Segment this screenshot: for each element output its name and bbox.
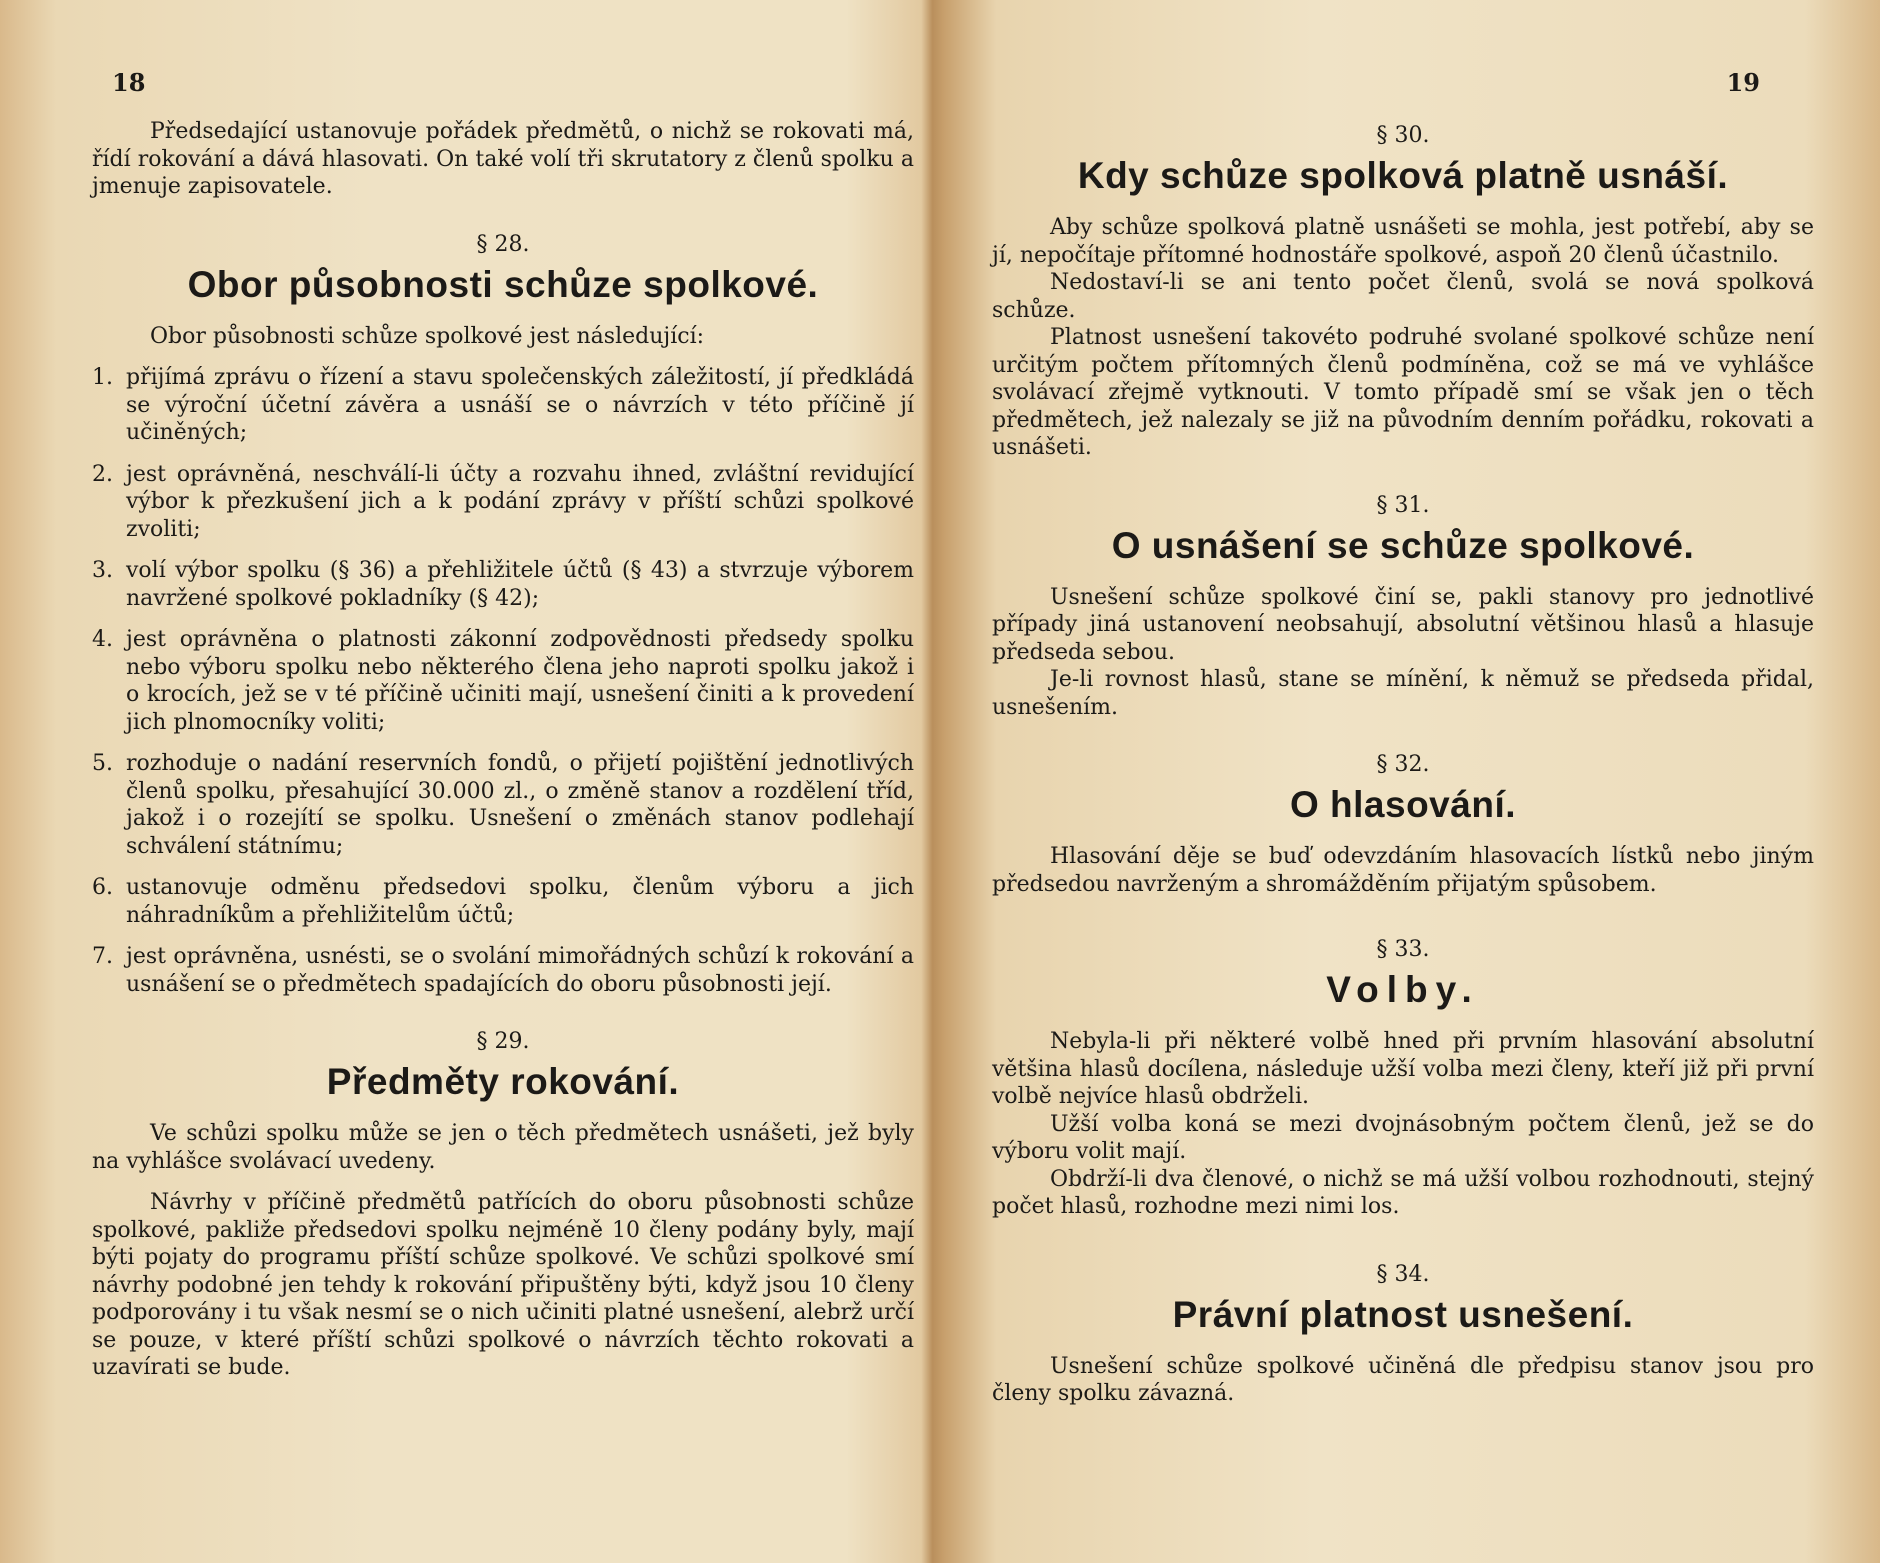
paragraph: Návrhy v příčině předmětů patřících do oboru působnosti schůze spolkové, pakliže předsedovi spolku nejméně 10 členy podány byly, mají býti pojaty do programu příští schůze spolkové. Ve schůzi spolkové smí návrhy podobné jen tehdy k rokování připuštěny býti, když jsou 10 členy podporovány i tu však nesmí se o nich učiniti platné usnešení, alebrž určí se pouze, v které příští schůzi spolkové o návrzích těchto rokovati a uzavírati se bude. <box>92 1190 914 1380</box>
paragraph: Obdrží-li dva členové, o nichž se má užší volbou rozhodnouti, stejný počet hlasů, rozhodne mezi nimi los. <box>992 1166 1814 1219</box>
left-page-content <box>92 118 914 1382</box>
paragraph: Je-li rovnost hlasů, stane se mínění, k němuž se předseda přidal, usnešením. <box>992 667 1814 720</box>
page-number: 19 <box>1726 68 1760 97</box>
paragraph: Nebyla-li při některé volbě hned při prvním hlasování absolutní většina hlasů docílena, následuje užší volba mezi členy, kteří již při první volbě nejvíce hlasů obdrželi. <box>992 1029 1814 1109</box>
section-number: § 29. <box>476 1029 530 1054</box>
item-text: ustanovuje odměnu předsedovi spolku, členům výboru a jich náhradníkům a přehližitelům účtů; <box>126 875 914 928</box>
paragraph: Užší volba koná se mezi dvojnásobným počtem členů, jež se do výboru volit mají. <box>992 1111 1814 1164</box>
section-number: § 30. <box>1376 123 1430 148</box>
right-page <box>940 0 1880 1563</box>
item-number: 4. <box>92 627 113 652</box>
intro-paragraph: Předsedající ustanovuje pořádek předmětů, o nichž se rokovati má, řídí rokování a dává hlasovati. On také volí tři skrutatory z členů spolku a jmenuje zapisovatele. <box>92 119 914 199</box>
section-title: O hlasování. <box>1289 784 1516 825</box>
section-number: § 31. <box>1376 492 1430 518</box>
item-number: 2. <box>92 461 113 487</box>
paragraph: Ve schůzi spolku může se jen o těch předmětech usnášeti, jež byly na vyhlášce svolávací uvedeny. <box>92 1121 914 1174</box>
paragraph: Aby schůze spolková platně usnášeti se mohla, jest potřebí, aby se jí, nepočítaje přítomné hodnostáře spolkové, aspoň 20 členů účastnilo. <box>992 215 1814 268</box>
item-text: jest oprávněná, neschválí-li účty a rozvahu ihned, zvláštní revidující výbor k přezkušení jich a k podání zprávy v příští schůzi spolkové zvoliti; <box>126 461 914 542</box>
section-number: § 32. <box>1376 752 1430 777</box>
section-title: Kdy schůze spolková platně usnáší. <box>1077 155 1729 196</box>
section-title: O usnášení se schůze spolkové. <box>1111 524 1695 566</box>
section-number: § 28. <box>476 231 530 257</box>
paragraph: Hlasování děje se buď odevzdáním hlasovacích lístků nebo jiným předsedou navrženým a shromážděním přijatým spůsobem. <box>992 844 1814 897</box>
item-number: 5. <box>92 751 113 776</box>
item-text: jest oprávněna, usnésti, se o svolání mimořádných schůzí k rokování a usnášení se o předmětech spadajících do oboru působnosti její. <box>126 944 914 997</box>
section-title: Právní platnost usnešení. <box>1172 1293 1634 1335</box>
list-item <box>92 626 914 736</box>
list-item <box>92 364 914 447</box>
item-number: 6. <box>92 875 113 900</box>
item-text: přijímá zprávu o řízení a stavu společenských záležitostí, jí předkládá se výroční účetní závěra a usnáší se o návrzích v této příčině jí učiněných; <box>126 365 914 445</box>
section-number: § 33. <box>1376 937 1430 962</box>
item-number: 3. <box>92 558 113 583</box>
section-number: § 34. <box>1376 1261 1430 1287</box>
section-title: Obor působnosti schůze spolkové. <box>187 263 819 305</box>
list-item <box>92 750 914 860</box>
item-text: volí výbor spolku (§ 36) a přehližitele účtů (§ 43) a stvrzuje výborem navržené spolkové pokladníky (§ 42); <box>126 558 914 611</box>
list-item <box>92 874 914 929</box>
page-number: 18 <box>112 68 146 97</box>
paragraph: Usnešení schůze spolkové učiněná dle předpisu stanov jsou pro členy spolku závazná. <box>992 1353 1814 1406</box>
paragraph: Nedostaví-li se ani tento počet členů, svolá se nová spolková schůze. <box>992 270 1814 323</box>
paragraph: Platnost usnešení takovéto podruhé svolané spolkové schůze není určitým počtem přítomných členů podmíněna, což se má ve vyhlášce svolávací zřejmě vytknouti. V tomto případě smí se však jen o těch předmětech, jež nalezaly se již na původním denním pořádku, rokovati a usnášeti. <box>992 325 1814 460</box>
section-title: Volby. <box>1326 969 1480 1010</box>
section-lead: Obor působnosti schůze spolkové jest následující: <box>150 323 705 349</box>
list-item <box>92 943 914 998</box>
paragraph: Usnešení schůze spolkové činí se, pakli stanovy pro jednotlivé případy jiná ustanovení neobsahují, absolutní většinou hlasů a hlasuje předseda sebou. <box>992 584 1814 665</box>
list-item <box>92 461 914 544</box>
left-page <box>0 0 935 1563</box>
item-number: 7. <box>92 944 113 969</box>
section-title: Předměty rokování. <box>326 1061 680 1102</box>
item-number: 1. <box>92 365 113 390</box>
right-page-content <box>992 118 1814 1408</box>
item-text: rozhoduje o nadání reservních fondů, o přijetí pojištění jednotlivých členů spolku, přesahující 30.000 zl., o změně stanov a rozdělení tříd, jakož i o rozejítí se spolku. Usnešení o změnách stanov podlehají schválení státnímu; <box>126 751 914 859</box>
list-item <box>92 557 914 612</box>
item-text: jest oprávněna o platnosti zákonní zodpovědnosti předsedy spolku nebo výboru spolku nebo některého člena jeho naproti spolku jakož i o krocích, jež se v té příčině učiniti mají, usnešení činiti a k provedení jich plnomocníky voliti; <box>126 627 914 735</box>
